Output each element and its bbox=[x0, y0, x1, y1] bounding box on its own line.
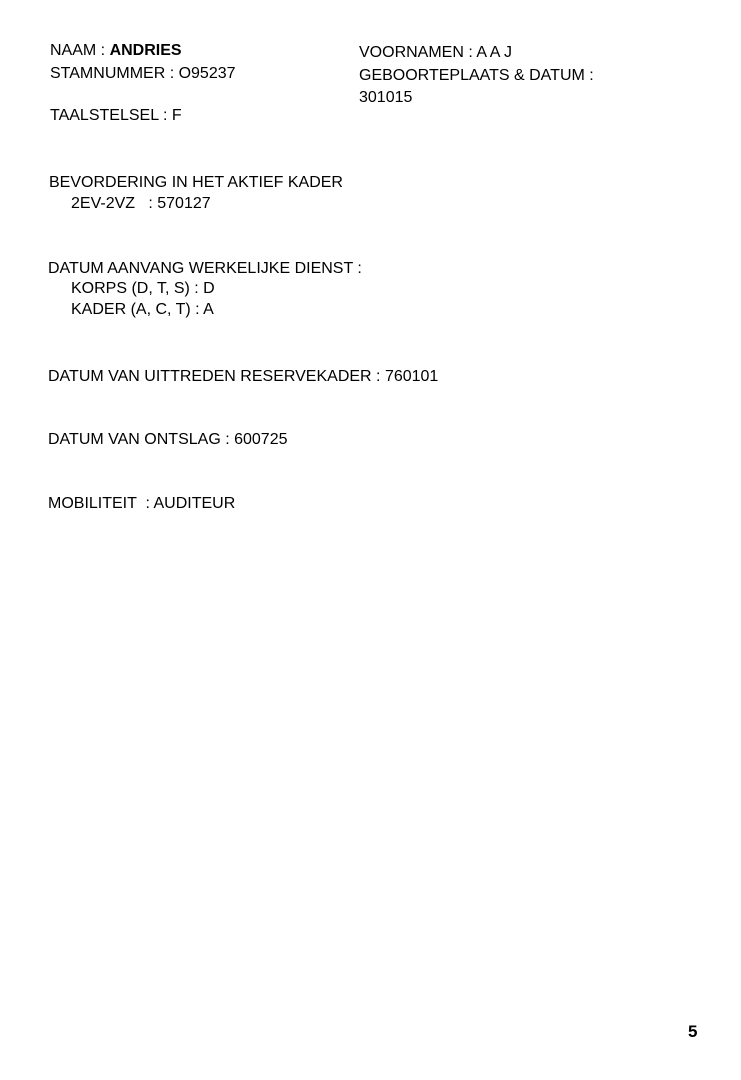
stamnummer-line: STAMNUMMER : O95237 bbox=[50, 65, 236, 82]
bevordering-item: 2EV-2VZ : 570127 bbox=[71, 195, 211, 212]
bevordering-heading: BEVORDERING IN HET AKTIEF KADER bbox=[49, 174, 343, 191]
naam-value: ANDRIES bbox=[109, 42, 182, 59]
kader-line: KADER (A, C, T) : A bbox=[71, 301, 214, 318]
geboorte-value: 301015 bbox=[359, 89, 413, 106]
naam-label: NAAM : bbox=[50, 42, 110, 59]
page-number: 5 bbox=[688, 1022, 698, 1041]
aanvang-heading: DATUM AANVANG WERKELIJKE DIENST : bbox=[48, 260, 362, 277]
taalstelsel-line: TAALSTELSEL : F bbox=[50, 107, 182, 124]
korps-line: KORPS (D, T, S) : D bbox=[71, 280, 215, 297]
uittreden-line: DATUM VAN UITTREDEN RESERVEKADER : 760101 bbox=[48, 368, 439, 385]
voornamen-line: VOORNAMEN : A A J bbox=[359, 44, 512, 61]
geboorte-label: GEBOORTEPLAATS & DATUM : bbox=[359, 67, 594, 84]
naam-line bbox=[50, 40, 182, 62]
ontslag-line: DATUM VAN ONTSLAG : 600725 bbox=[48, 431, 288, 448]
mobiliteit-line: MOBILITEIT : AUDITEUR bbox=[48, 495, 236, 512]
